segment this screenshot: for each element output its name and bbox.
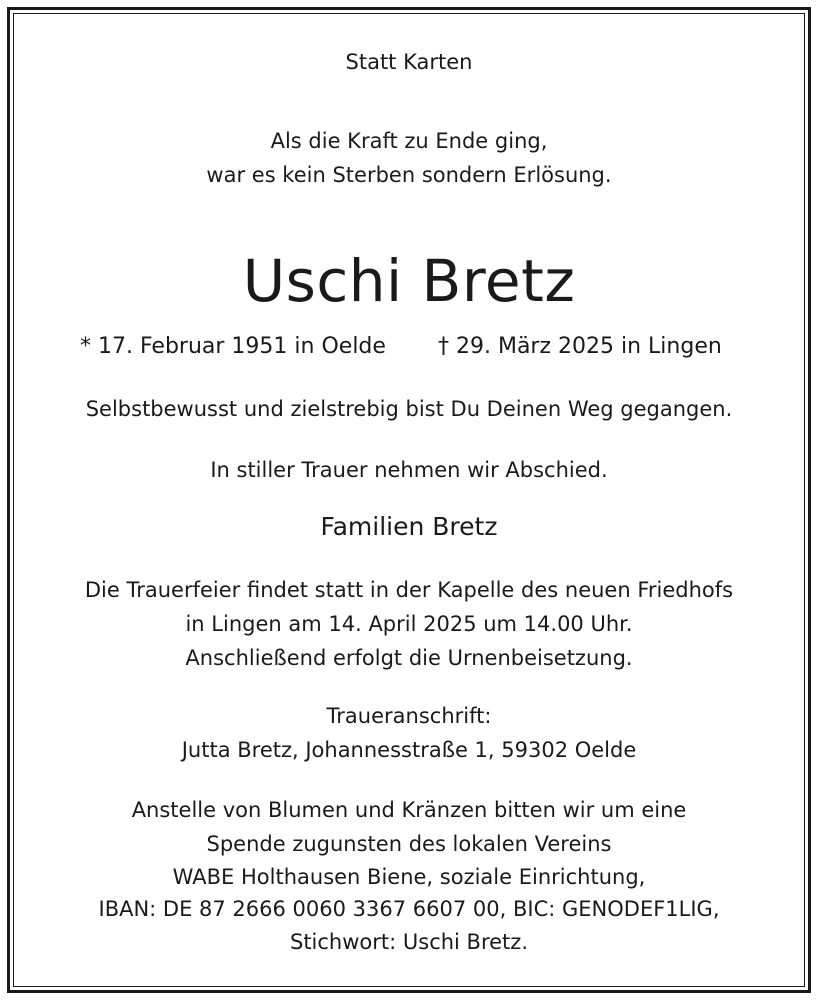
statt-karten-text: Statt Karten	[345, 50, 473, 74]
donation-line-5: Stichwort: Uschi Bretz.	[289, 930, 528, 954]
ceremony-line-2: in Lingen am 14. April 2025 um 14.00 Uhr.	[185, 612, 633, 636]
death-date: † 29. März 2025 in Lingen	[438, 334, 722, 359]
verse-line-2: war es kein Sterben sondern Erlösung.	[206, 163, 612, 187]
birth-date: * 17. Februar 1951 in Oelde	[80, 334, 386, 359]
deceased-name: Uschi Bretz	[242, 247, 576, 315]
ceremony-line-3: Anschließend erfolgt die Urnenbeisetzung.	[185, 646, 633, 670]
donation-line-4: IBAN: DE 87 2666 0060 3367 6607 00, BIC: GENODEF1LIG,	[98, 897, 720, 921]
ceremony-line-1: Die Trauerfeier findet statt in der Kapelle des neuen Friedhofs	[84, 578, 734, 602]
tribute-text: Selbstbewusst und zielstrebig bist Du Deinen Weg gegangen.	[85, 397, 733, 421]
family-name: Familien Bretz	[320, 512, 498, 541]
address-label: Traueranschrift:	[326, 704, 492, 728]
farewell-text: In stiller Trauer nehmen wir Abschied.	[210, 458, 608, 482]
address-value: Jutta Bretz, Johannesstraße 1, 59302 Oelde	[181, 738, 637, 762]
donation-line-1: Anstelle von Blumen und Kränzen bitten wir um eine	[131, 798, 687, 822]
donation-line-3: WABE Holthausen Biene, soziale Einrichtung,	[172, 865, 646, 889]
donation-line-2: Spende zugunsten des lokalen Vereins	[206, 832, 612, 856]
verse-line-1: Als die Kraft zu Ende ging,	[270, 129, 548, 153]
